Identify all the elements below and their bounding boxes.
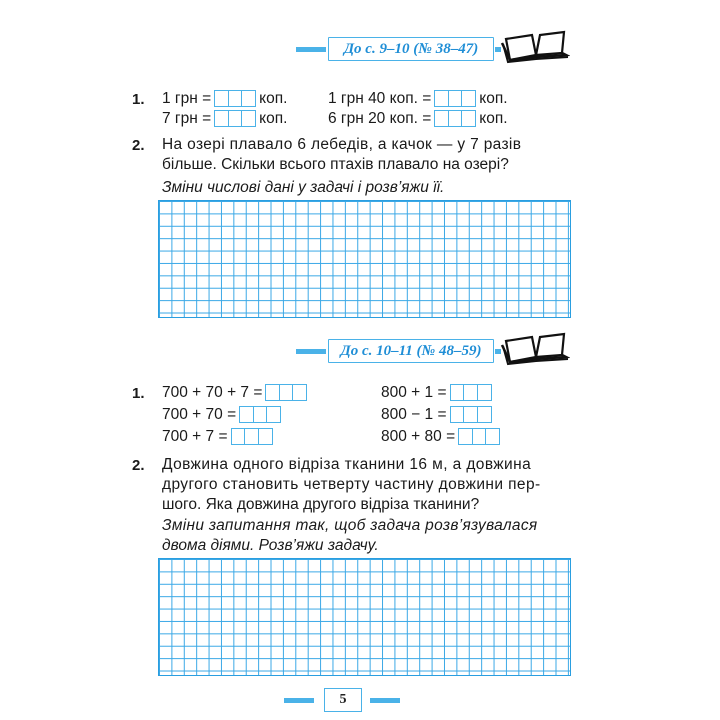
header-bar-left	[296, 47, 326, 52]
expression: 1 грн =	[162, 90, 212, 107]
answer-grid[interactable]	[158, 200, 571, 318]
task-text-line: На озері плавало 6 лебедів, а качок — у 7 разів	[162, 136, 522, 153]
expression: 6 грн 20 коп. =	[328, 110, 432, 127]
task-text-line: шого. Яка довжина другого відріза тканини?	[162, 496, 480, 513]
task-instruction: двома діями. Розв’яжи задачу.	[162, 537, 379, 554]
answer-cells[interactable]	[214, 90, 256, 107]
expression: 800 + 1 =	[381, 384, 447, 401]
task-number: 2.	[132, 137, 145, 154]
answer-cells[interactable]	[214, 110, 256, 127]
exercise-row	[381, 383, 495, 403]
answer-cells[interactable]	[265, 384, 307, 401]
open-book-icon	[500, 331, 570, 367]
unit-label: коп.	[479, 90, 508, 107]
task-number: 1.	[132, 91, 145, 108]
unit-label: коп.	[259, 90, 288, 107]
exercise-row	[381, 427, 503, 447]
header-bar-left	[296, 349, 326, 354]
task-text-line: більше. Скільки всього птахів плавало на озері?	[162, 156, 509, 173]
footer-bar-left	[284, 698, 314, 703]
open-book-icon	[500, 29, 570, 65]
expression: 7 грн =	[162, 110, 212, 127]
task-text-line: Довжина одного відріза тканини 16 м, а довжина	[162, 456, 532, 473]
answer-cells[interactable]	[458, 428, 500, 445]
exercise-row	[381, 405, 495, 425]
expression: 800 − 1 =	[381, 406, 447, 423]
task-text-line: другого становить четверту частину довжини пер-	[162, 476, 541, 493]
section-header-label: До с. 9–10 (№ 38–47)	[328, 37, 494, 61]
task-number: 1.	[132, 385, 145, 402]
exercise-row	[162, 427, 276, 447]
expression: 800 + 80 =	[381, 428, 456, 445]
exercise-row	[328, 89, 508, 109]
task-number: 2.	[132, 457, 145, 474]
page-number: 5	[324, 688, 362, 712]
unit-label: коп.	[259, 110, 288, 127]
exercise-row	[162, 383, 310, 403]
answer-cells[interactable]	[434, 110, 476, 127]
task-instruction: Зміни числові дані у задачі і розв’яжи її.	[162, 179, 445, 196]
unit-label: коп.	[479, 110, 508, 127]
page-footer	[284, 688, 414, 714]
answer-cells[interactable]	[450, 384, 492, 401]
answer-cells[interactable]	[434, 90, 476, 107]
exercise-row	[162, 405, 284, 425]
section-header-1	[296, 37, 576, 63]
answer-cells[interactable]	[231, 428, 273, 445]
exercise-row	[162, 109, 287, 129]
expression: 700 + 70 =	[162, 406, 237, 423]
expression: 1 грн 40 коп. =	[328, 90, 432, 107]
answer-cells[interactable]	[450, 406, 492, 423]
expression: 700 + 70 + 7 =	[162, 384, 263, 401]
exercise-row	[162, 89, 287, 109]
exercise-row	[328, 109, 508, 129]
expression: 700 + 7 =	[162, 428, 228, 445]
task-instruction: Зміни запитання так, щоб задача розв’язувалася	[162, 517, 538, 534]
footer-bar-right	[370, 698, 400, 703]
section-header-label: До с. 10–11 (№ 48–59)	[328, 339, 494, 363]
section-header-2	[296, 339, 576, 365]
answer-cells[interactable]	[239, 406, 281, 423]
answer-grid[interactable]	[158, 558, 571, 676]
